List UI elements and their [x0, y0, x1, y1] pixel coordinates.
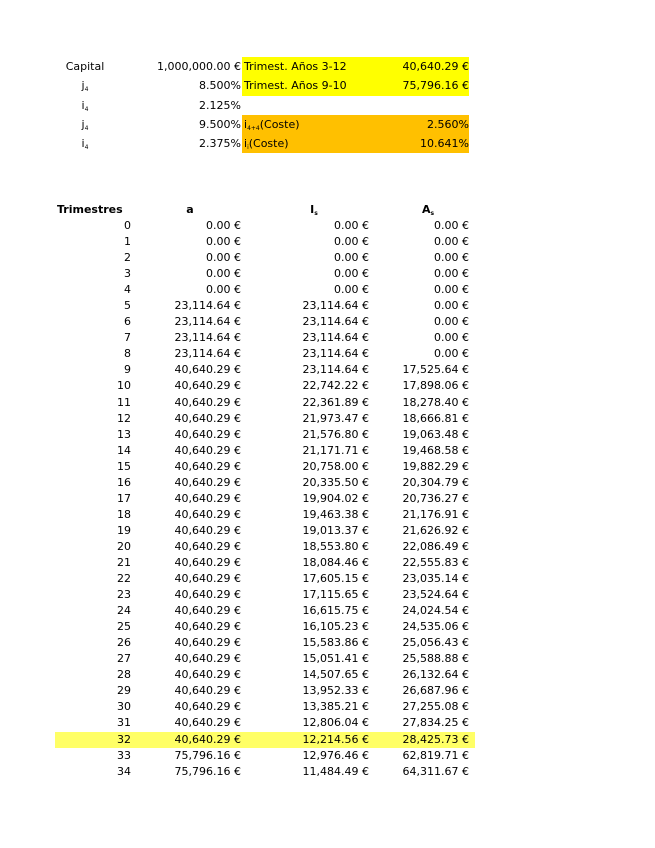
table-cell: 22: [117, 572, 131, 586]
table-cell: 10: [117, 379, 131, 393]
table-cell: 30: [117, 700, 131, 714]
table-row: [55, 475, 475, 491]
amortization-table: [55, 202, 475, 780]
table-cell: 0.00 €: [434, 267, 469, 281]
table-cell: 0.00 €: [206, 251, 241, 265]
table-cell: 0.00 €: [206, 219, 241, 232]
table-row: [55, 234, 475, 250]
table-cell: 23,114.64 €: [174, 331, 241, 345]
parameter-label: [55, 96, 115, 115]
table-cell: 12,976.46 €: [302, 748, 369, 762]
table-cell: 25,588.88 €: [402, 652, 469, 666]
parameter-row: [55, 115, 475, 134]
table-cell: 11,484.49 €: [302, 764, 369, 778]
parameter-subscript: 4: [84, 86, 89, 94]
table-row: [55, 378, 475, 394]
table-cell: 19,882.29 €: [402, 459, 469, 473]
parameter-label: [55, 115, 115, 134]
table-cell: 13: [117, 427, 131, 441]
table-cell: 40,640.29 €: [174, 684, 241, 698]
table-cell: 40,640.29 €: [174, 395, 241, 409]
table-row: [55, 539, 475, 555]
column-header-text: I: [310, 203, 315, 216]
table-cell: 21,576.80 €: [302, 427, 369, 441]
table-cell: 27,834.25 €: [402, 716, 469, 730]
table-cell: 14,507.65 €: [302, 668, 369, 682]
table-cell: 0.00 €: [434, 299, 469, 313]
table-cell: 19,468.58 €: [402, 443, 469, 457]
table-cell: 0.00 €: [334, 267, 369, 281]
table-cell: 17,115.65 €: [302, 588, 369, 602]
table-cell: 23,114.64 €: [174, 347, 241, 361]
table-row: [55, 651, 475, 667]
table-cell: 24,535.06 €: [402, 620, 469, 634]
table-cell: 40,640.29 €: [174, 588, 241, 602]
table-cell: 20: [117, 539, 131, 553]
table-cell: 27: [117, 652, 131, 666]
table-cell: 0.00 €: [334, 283, 369, 297]
table-cell: 40,640.29 €: [174, 636, 241, 650]
table-row: [55, 571, 475, 587]
table-row: [55, 491, 475, 507]
table-row: [55, 507, 475, 523]
table-cell: 24,024.54 €: [402, 604, 469, 618]
result-subscript: i: [247, 144, 249, 152]
result-label-text: (Coste): [248, 137, 289, 151]
table-cell: 18,278.40 €: [402, 395, 469, 409]
table-cell: 26,132.64 €: [402, 668, 469, 682]
result-label: [242, 115, 397, 134]
result-value: 2.560%: [397, 115, 469, 134]
table-row: [55, 411, 475, 427]
table-row: [55, 298, 475, 314]
parameter-label: [55, 57, 115, 76]
table-cell: 33: [117, 748, 131, 762]
table-cell: 40,640.29 €: [174, 732, 241, 746]
table-cell: 23,524.64 €: [402, 588, 469, 602]
result-subscript: 4+4: [247, 124, 260, 132]
table-row: [55, 683, 475, 699]
table-row: [55, 603, 475, 619]
table-row: [55, 635, 475, 651]
table-cell: 26: [117, 636, 131, 650]
result-symbol: i: [244, 137, 248, 151]
parameter-symbol: i: [81, 137, 85, 151]
table-cell: 40,640.29 €: [174, 459, 241, 473]
table-cell: 12,806.04 €: [302, 716, 369, 730]
table-cell: 23,114.64 €: [302, 331, 369, 345]
table-cell: 40,640.29 €: [174, 379, 241, 393]
table-cell: 5: [124, 299, 131, 313]
parameter-value: 2.125%: [199, 98, 241, 112]
table-cell: 18,666.81 €: [402, 411, 469, 425]
table-cell: 23,114.64 €: [174, 315, 241, 329]
table-cell: 0.00 €: [434, 315, 469, 329]
table-row: [55, 282, 475, 298]
parameter-label: [55, 134, 115, 153]
table-cell: 19,463.38 €: [302, 507, 369, 521]
table-row: [55, 459, 475, 475]
table-cell: 15,051.41 €: [302, 652, 369, 666]
table-cell: 23,114.64 €: [302, 299, 369, 313]
table-cell: 20,758.00 €: [302, 459, 369, 473]
table-cell: 75,796.16 €: [174, 764, 241, 778]
table-cell: 0.00 €: [434, 331, 469, 345]
table-cell: 40,640.29 €: [174, 491, 241, 505]
table-cell: 15,583.86 €: [302, 636, 369, 650]
table-cell: 21: [117, 555, 131, 569]
parameter-label: [55, 76, 115, 95]
table-cell: 40,640.29 €: [174, 443, 241, 457]
table-cell: 40,640.29 €: [174, 700, 241, 714]
table-row: [55, 699, 475, 715]
table-cell: 23,114.64 €: [302, 315, 369, 329]
table-cell: 40,640.29 €: [174, 427, 241, 441]
table-cell: 7: [124, 331, 131, 345]
parameter-value: 8.500%: [199, 79, 241, 93]
parameter-subscript: 4: [84, 144, 89, 152]
parameter-row: [55, 76, 475, 95]
table-cell: 23: [117, 588, 131, 602]
column-header-subscript: s: [430, 210, 435, 217]
table-cell: 23,114.64 €: [174, 299, 241, 313]
table-cell: 40,640.29 €: [174, 555, 241, 569]
table-cell: 12: [117, 411, 131, 425]
table-cell: 40,640.29 €: [174, 475, 241, 489]
table-row: [55, 667, 475, 683]
table-cell: 40,640.29 €: [174, 620, 241, 634]
table-cell: 22,555.83 €: [402, 555, 469, 569]
table-cell: 4: [124, 283, 131, 297]
table-cell: 6: [124, 315, 131, 329]
table-cell: 12,214.56 €: [302, 732, 369, 746]
table-cell: 17,525.64 €: [402, 363, 469, 377]
table-cell: 40,640.29 €: [174, 668, 241, 682]
result-value: 40,640.29 €: [397, 57, 469, 76]
table-cell: 24: [117, 604, 131, 618]
table-cell: 9: [124, 363, 131, 377]
table-cell: 23,035.14 €: [402, 572, 469, 586]
table-cell: 17,898.06 €: [402, 379, 469, 393]
table-cell: 22,086.49 €: [402, 539, 469, 553]
table-row: [55, 555, 475, 571]
parameter-symbol: j: [81, 79, 85, 93]
table-cell: 15: [117, 459, 131, 473]
column-header-text: a: [186, 203, 194, 216]
table-cell: 31: [117, 716, 131, 730]
result-label-text: Trimest. Años 9-10: [244, 79, 347, 93]
table-cell: 27,255.08 €: [402, 700, 469, 714]
table-cell: 22,361.89 €: [302, 395, 369, 409]
table-cell: 28: [117, 668, 131, 682]
table-cell: 21,973.47 €: [302, 411, 369, 425]
table-cell: 8: [124, 347, 131, 361]
table-cell: 18,084.46 €: [302, 555, 369, 569]
column-header-subscript: s: [314, 210, 318, 217]
table-cell: 40,640.29 €: [174, 716, 241, 730]
table-cell: 14: [117, 443, 131, 457]
table-cell: 0.00 €: [206, 283, 241, 297]
table-cell: 17,605.15 €: [302, 572, 369, 586]
table-cell: 3: [124, 267, 131, 281]
result-value: 75,796.16 €: [397, 76, 469, 95]
table-cell: 11: [117, 395, 131, 409]
table-row: [55, 250, 475, 266]
table-cell: 0.00 €: [434, 219, 469, 232]
table-row: [55, 748, 475, 764]
table-row: [55, 732, 475, 748]
table-cell: 20,335.50 €: [302, 475, 369, 489]
parameter-subscript: 4: [84, 124, 89, 132]
table-cell: 40,640.29 €: [174, 523, 241, 537]
table-row: [55, 715, 475, 731]
table-cell: 23,114.64 €: [302, 363, 369, 377]
result-label-text: (Coste): [259, 117, 300, 131]
table-cell: 16,105.23 €: [302, 620, 369, 634]
table-cell: 21,176.91 €: [402, 507, 469, 521]
table-row: [55, 587, 475, 603]
table-cell: 13,952.33 €: [302, 684, 369, 698]
table-cell: 0.00 €: [206, 235, 241, 249]
parameter-symbol: i: [81, 98, 85, 112]
table-row: [55, 330, 475, 346]
table-cell: 62,819.71 €: [402, 748, 469, 762]
table-cell: 0.00 €: [206, 267, 241, 281]
result-symbol: i: [244, 117, 248, 131]
table-cell: 19: [117, 523, 131, 537]
table-cell: 19,063.48 €: [402, 427, 469, 441]
table-cell: 18,553.80 €: [302, 539, 369, 553]
table-row: [55, 443, 475, 459]
result-value: 10.641%: [397, 134, 469, 153]
table-cell: 17: [117, 491, 131, 505]
parameter-value: 1,000,000.00 €: [157, 60, 241, 73]
table-cell: 16,615.75 €: [302, 604, 369, 618]
table-row: [55, 218, 475, 234]
parameter-symbol: Capital: [65, 60, 105, 73]
table-cell: 1: [124, 235, 131, 249]
table-cell: 25,056.43 €: [402, 636, 469, 650]
table-row: [55, 427, 475, 443]
table-cell: 0.00 €: [434, 235, 469, 249]
table-cell: 0.00 €: [334, 219, 369, 232]
table-cell: 21,171.71 €: [302, 443, 369, 457]
table-cell: 16: [117, 475, 131, 489]
table-cell: 28,425.73 €: [402, 732, 469, 746]
result-label: [242, 134, 397, 153]
table-cell: 40,640.29 €: [174, 604, 241, 618]
table-cell: 75,796.16 €: [174, 748, 241, 762]
table-cell: 40,640.29 €: [174, 363, 241, 377]
table-cell: 13,385.21 €: [302, 700, 369, 714]
parameter-value: 9.500%: [199, 117, 241, 131]
parameter-subscript: 4: [84, 105, 89, 113]
table-cell: 19,904.02 €: [302, 491, 369, 505]
result-label: [242, 76, 397, 95]
table-row: [55, 362, 475, 378]
table-cell: 0: [124, 219, 131, 232]
table-cell: 40,640.29 €: [174, 539, 241, 553]
table-cell: 0.00 €: [334, 251, 369, 265]
table-row: [55, 266, 475, 282]
parameters-block: [55, 57, 475, 153]
parameter-row: [55, 57, 475, 76]
table-header-row: [55, 202, 475, 218]
table-cell: 22,742.22 €: [302, 379, 369, 393]
table-cell: 20,736.27 €: [402, 491, 469, 505]
table-cell: 26,687.96 €: [402, 684, 469, 698]
table-cell: 40,640.29 €: [174, 411, 241, 425]
table-cell: 29: [117, 684, 131, 698]
table-cell: 20,304.79 €: [402, 475, 469, 489]
table-cell: 2: [124, 251, 131, 265]
table-cell: 0.00 €: [434, 283, 469, 297]
table-row: [55, 346, 475, 362]
table-cell: 19,013.37 €: [302, 523, 369, 537]
table-row: [55, 619, 475, 635]
table-row: [55, 523, 475, 539]
result-label-text: Trimest. Años 3-12: [244, 60, 347, 73]
table-row: [55, 764, 475, 780]
parameter-value: 2.375%: [199, 137, 241, 151]
parameter-row: [55, 96, 475, 115]
result-label: [242, 57, 397, 76]
table-cell: 40,640.29 €: [174, 572, 241, 586]
parameter-symbol: j: [81, 117, 85, 131]
table-cell: 32: [117, 732, 131, 746]
table-cell: 25: [117, 620, 131, 634]
table-cell: 40,640.29 €: [174, 652, 241, 666]
table-cell: 21,626.92 €: [402, 523, 469, 537]
column-header: [57, 202, 137, 218]
table-cell: 0.00 €: [434, 251, 469, 265]
table-cell: 64,311.67 €: [402, 764, 469, 778]
table-cell: 18: [117, 507, 131, 521]
table-cell: 0.00 €: [434, 347, 469, 361]
table-cell: 0.00 €: [334, 235, 369, 249]
table-row: [55, 314, 475, 330]
column-header: [131, 202, 241, 218]
parameter-row: [55, 134, 475, 153]
table-cell: 34: [117, 764, 131, 778]
table-cell: 23,114.64 €: [302, 347, 369, 361]
table-cell: 40,640.29 €: [174, 507, 241, 521]
table-row: [55, 395, 475, 411]
column-header-text: Trimestres: [57, 203, 123, 216]
column-header-text: A: [421, 203, 431, 216]
